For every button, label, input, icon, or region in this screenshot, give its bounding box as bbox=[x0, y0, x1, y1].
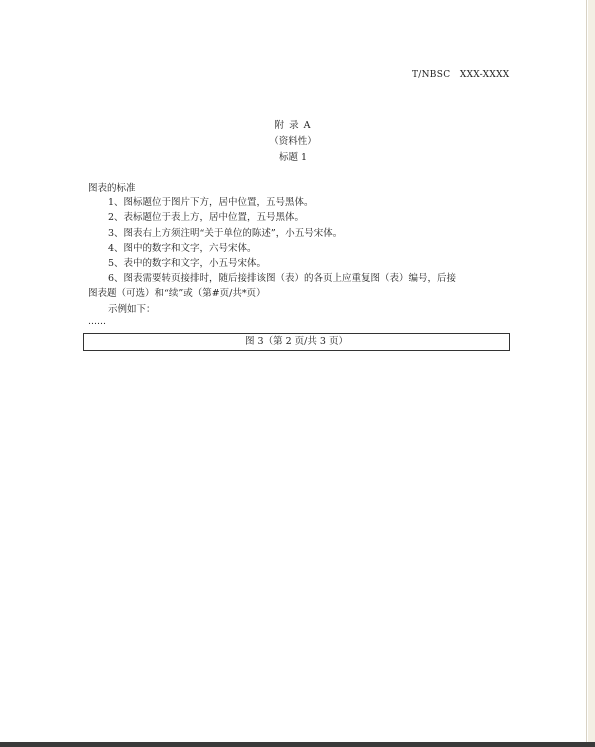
window-bottom-edge bbox=[0, 742, 595, 747]
rule-item-3: 3、图表右上方须注明“关于单位的陈述”，小五号宋体。 bbox=[108, 228, 343, 239]
rule-item-4: 4、图中的数字和文字，六号宋体。 bbox=[108, 243, 257, 254]
rule-item-6: 6、图表需要转页接排时，随后接排该图（表）的各页上应重复图（表）编号，后接 bbox=[108, 273, 457, 284]
appendix-heading: 标题 1 bbox=[278, 152, 308, 163]
appendix-title: 附 录 A bbox=[274, 120, 312, 131]
appendix-type: （资料性） bbox=[269, 136, 317, 147]
ellipsis: …… bbox=[88, 317, 106, 327]
standard-code: T/NBSC XXX-XXXX bbox=[412, 70, 510, 80]
window-right-edge bbox=[588, 0, 595, 747]
rule-item-6-continued: 图表题（可选）和“续”或（第#页/共*页） bbox=[88, 288, 266, 299]
rule-item-5: 5、表中的数字和文字，小五号宋体。 bbox=[108, 258, 267, 269]
example-intro: 示例如下： bbox=[108, 304, 156, 315]
rule-item-2: 2、表标题位于表上方，居中位置，五号黑体。 bbox=[108, 212, 305, 223]
figure-caption: 图 3（第 2 页/共 3 页） bbox=[83, 333, 510, 351]
section-title: 图表的标准 bbox=[88, 183, 136, 194]
rule-item-1: 1、图标题位于图片下方，居中位置，五号黑体。 bbox=[108, 197, 314, 208]
